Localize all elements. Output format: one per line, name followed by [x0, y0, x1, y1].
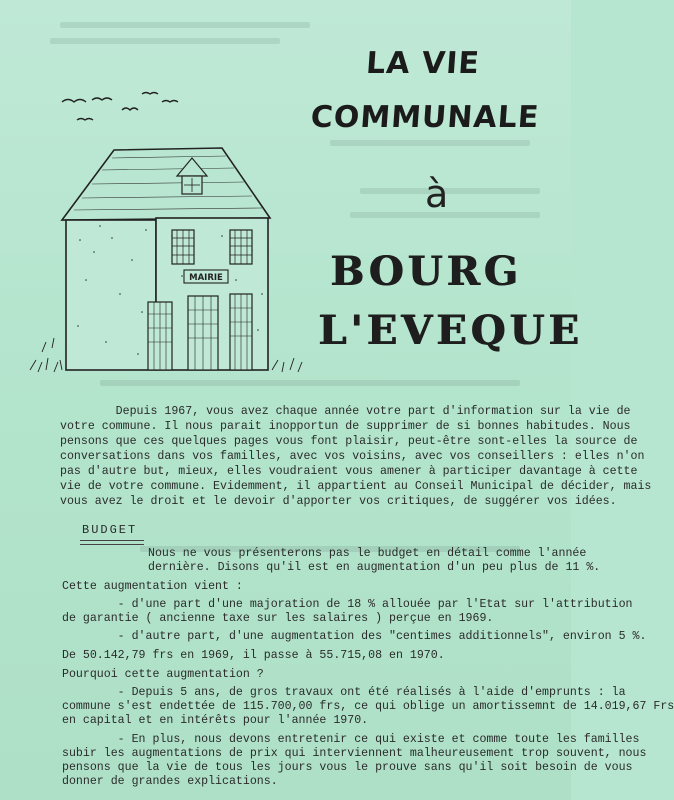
why-reason-line: - En plus, nous devons entretenir ce qui existe et comme toute les familles: [62, 733, 640, 746]
intro-line: pensons que ces quelques pages vous font plaisir, peut-être sont-elles la source de: [60, 435, 638, 448]
why-reason-line: - Depuis 5 ans, de gros travaux ont été réalisés à l'aide d'emprunts : la: [62, 686, 626, 699]
increase-cause-line: - d'autre part, d'une augmentation des "centimes additionnels", environ 5 %.: [62, 630, 647, 643]
budget-figures: De 50.142,79 frs en 1969, il passe à 55.715,08 en 1970.: [62, 649, 445, 662]
title-line-4: L'EVEQUE: [318, 307, 583, 354]
why-reason-line: en capital et en intérêts pour l'année 1970.: [62, 714, 369, 727]
doors: [148, 294, 252, 370]
budget-paragraph-line: Nous ne vous présenterons pas le budget en détail comme l'année: [148, 547, 587, 560]
increase-cause-line: - d'une part d'une majoration de 18 % allouée par l'Etat sur l'attribution: [62, 598, 633, 611]
mairie-sign-text: MAIRIE: [189, 273, 223, 283]
intro-line: Depuis 1967, vous avez chaque année votre part d'information sur la vie de: [60, 405, 631, 418]
birds-icon: [62, 93, 178, 121]
budget-heading-underline: [80, 540, 144, 545]
intro-line: pas d'autre but, mieux, elles voudraient vous amener à participer davantage à cette: [60, 465, 638, 478]
show-through-mark: [330, 140, 530, 146]
show-through-mark: [100, 380, 520, 386]
intro-line: vous avez le droit et le devoir d'apporter vos critiques, de suggérer vos idées.: [60, 495, 617, 508]
roof: [62, 148, 270, 220]
why-reason-line: commune s'est endettée de 115.700,00 frs, ce qui oblige un amortissemnt de 14.019,67 Frs: [62, 700, 674, 713]
title-line-1: LA VIE: [364, 46, 482, 81]
title-connector: à: [425, 172, 449, 216]
budget-paragraph-line: dernière. Disons qu'il est en augmentation d'un peu plus de 11 %.: [148, 561, 601, 574]
increase-cause-line: de garantie ( ancienne taxe sur les salaires ) perçue en 1969.: [62, 612, 494, 625]
why-intro: Pourquoi cette augmentation ?: [62, 668, 264, 681]
increase-cause-intro: Cette augmentation vient :: [62, 580, 243, 593]
intro-line: votre commune. Il nous parait inopportun de supprimer de si bonnes habitudes. Nous: [60, 420, 631, 433]
why-reason-line: subir les augmentations de prix qui interviennent malheureusement trop souvent, nous: [62, 747, 647, 760]
side-wall: [66, 220, 156, 370]
why-reason-line: donner de grandes explications.: [62, 775, 278, 788]
show-through-mark: [60, 22, 310, 28]
why-reason-line: pensons que la vie de tous les jours vous le prouve sans qu'il soit besoin de vous: [62, 761, 633, 774]
title-line-3: BOURG: [330, 248, 522, 295]
title-line-2: COMMUNALE: [309, 100, 541, 135]
town-hall-illustration: [22, 80, 312, 380]
intro-line: conversations dans vos familles, avec vos voisins, avec vos conseillers : elles n'on: [60, 450, 645, 463]
show-through-mark: [360, 188, 540, 194]
budget-heading: BUDGET: [82, 523, 138, 537]
show-through-mark: [50, 38, 280, 44]
intro-line: vie de votre commune. Evidemment, il appartient au Conseil Municipal de décider, mais: [60, 480, 652, 493]
